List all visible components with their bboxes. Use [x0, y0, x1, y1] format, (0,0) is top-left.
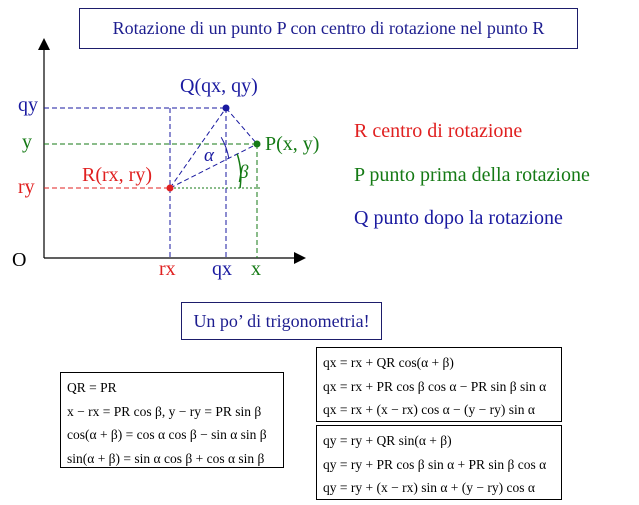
formula-line: qy = ry + PR cos β sin α + PR sin β cos α: [323, 456, 547, 472]
legend-q: Q punto dopo la rotazione: [354, 207, 563, 229]
y-tick-y: y: [22, 131, 32, 153]
segment-qp: [226, 108, 257, 144]
formula-line: sin(α + β) = sin α cos β + cos α sin β: [67, 450, 265, 466]
formula-line: x − rx = PR cos β, y − ry = PR sin β: [67, 403, 262, 419]
point-q-label: Q(qx, qy): [180, 75, 258, 97]
formula-line: qx = rx + PR cos β cos α − PR sin β sin α: [323, 378, 547, 394]
qy-formulas-box: [316, 425, 562, 500]
formula-line: qx = rx + (x − rx) cos α − (y − ry) sin α: [323, 402, 535, 417]
segment-rq: [170, 108, 226, 188]
formula-line: cos(α + β) = cos α cos β − sin α sin β: [67, 427, 267, 442]
point-p: [254, 141, 261, 148]
legend-r: R centro di rotazione: [354, 120, 523, 142]
qx-formulas-box: [316, 347, 562, 422]
legend-p: P punto prima della rotazione: [354, 164, 590, 186]
point-r-label: R(rx, ry): [82, 164, 152, 186]
alpha-label: α: [204, 145, 214, 166]
x-tick-qx: qx: [212, 258, 232, 280]
formula-line: QR = PR: [67, 380, 117, 395]
formula-line: qy = ry + (x − rx) sin α + (y − ry) cos α: [323, 480, 535, 495]
trig-heading-box: [181, 302, 382, 340]
formula-line: qy = ry + QR sin(α + β): [323, 433, 452, 448]
trig-heading: Un po’ di trigonometria!: [193, 310, 370, 331]
trig-identities-box: [60, 372, 284, 468]
formula-line: qx = rx + QR cos(α + β): [323, 355, 454, 370]
point-r: [167, 185, 174, 192]
y-tick-qy: qy: [18, 94, 38, 116]
origin-label: O: [12, 249, 27, 271]
alpha-arc: [221, 137, 229, 158]
beta-label: β: [239, 162, 249, 183]
point-q: [223, 105, 230, 112]
y-tick-ry: ry: [18, 176, 35, 198]
x-tick-x: x: [251, 258, 261, 280]
page-title: Rotazione di un punto P con centro di rotazione nel punto R: [112, 18, 545, 38]
x-tick-rx: rx: [159, 258, 176, 280]
point-p-label: P(x, y): [265, 133, 320, 155]
